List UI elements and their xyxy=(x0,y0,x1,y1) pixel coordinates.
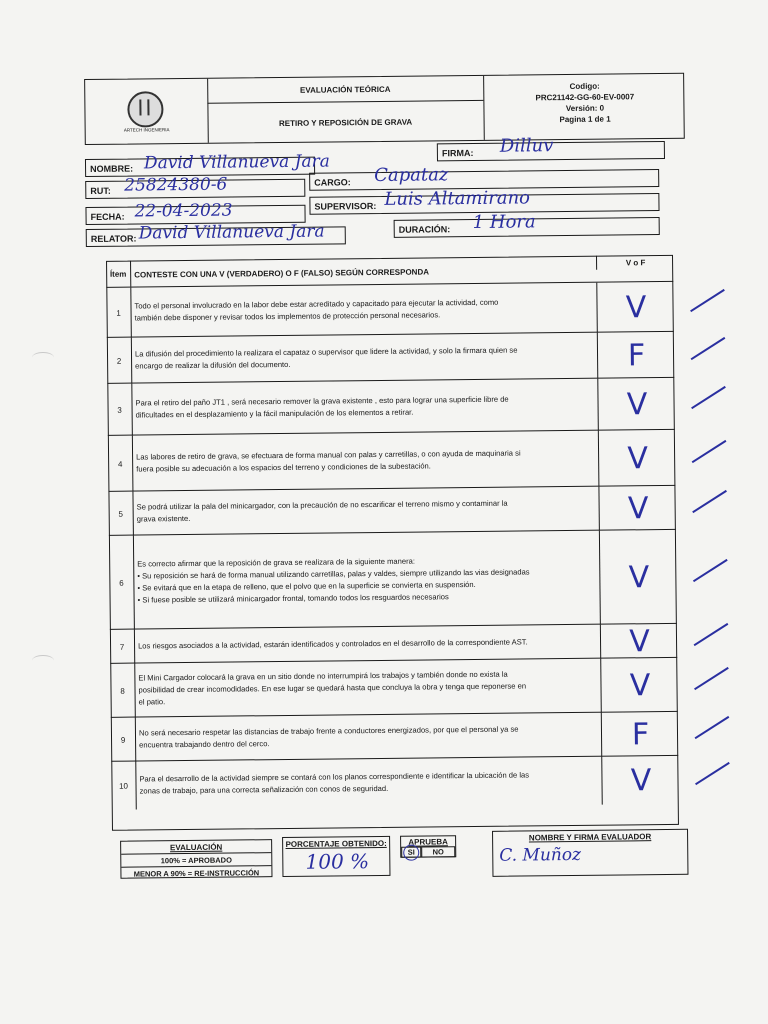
document-title: EVALUACIÓN TEÓRICA xyxy=(207,76,483,104)
firma-label: FIRMA: xyxy=(441,147,474,159)
question-line: encuentra trabajando dentro del cerco. xyxy=(139,739,270,750)
aprueba-si: SI xyxy=(401,847,421,858)
question-line: Para el retiro del paño JT1 , será necesario remover la grava existente , esto para lograr una superficie libre de xyxy=(135,394,509,408)
grader-check-mark xyxy=(690,289,725,312)
evaluation-pass-rule: 100% = APROBADO xyxy=(121,853,271,868)
table-row xyxy=(110,657,678,718)
answer-mark: V xyxy=(600,658,679,713)
table-row xyxy=(108,429,676,492)
table-row xyxy=(106,281,674,338)
item-number: 8 xyxy=(110,664,136,718)
percentage-title: PORCENTAJE OBTENIDO: xyxy=(285,838,387,849)
aprueba-title: APRUEBA xyxy=(408,836,448,847)
code-label: Codigo: xyxy=(569,81,600,91)
question-text xyxy=(135,333,595,384)
question-line: Para el desarrollo de la actividad siempre se contará con los planos correspondiente e identificar la ubicación de las xyxy=(139,770,530,784)
code-cell xyxy=(483,74,686,140)
question-line: el patio. xyxy=(138,697,166,707)
header-box xyxy=(84,73,685,145)
question-line: Los riesgos asociados a la actividad, estarán identificados y controlados en el desarrollo de la correspondiente AST. xyxy=(138,637,528,651)
binder-hole-mark xyxy=(32,655,54,666)
questions-table xyxy=(106,255,679,831)
company-logo xyxy=(127,91,163,127)
table-row xyxy=(108,485,675,536)
item-number: 4 xyxy=(108,436,134,492)
answer-mark: V xyxy=(601,756,679,805)
grader-check-mark xyxy=(694,667,729,690)
evaluation-fail-rule: MENOR A 90% = RE-INSTRUCCIÓN xyxy=(133,867,260,879)
rut-value: 25824380-6 xyxy=(124,174,228,196)
logo-text: ARTECH INGENIERIA xyxy=(123,127,170,133)
binder-hole-mark xyxy=(32,352,54,363)
fecha-label: FECHA: xyxy=(90,211,125,222)
table-row xyxy=(111,755,678,810)
percentage-box xyxy=(282,836,390,877)
question-line: grava existente. xyxy=(136,513,191,524)
relator-field xyxy=(86,221,346,247)
supervisor-value: Luis Altamirano xyxy=(384,187,531,210)
grader-check-mark xyxy=(695,762,730,785)
item-number: 9 xyxy=(111,718,136,762)
firma-value: Dilluv xyxy=(499,135,554,157)
question-line: también debe disponer y revisar todos los implementos de protección personal necesarios. xyxy=(134,310,441,323)
col-item-header: Ítem xyxy=(106,261,131,287)
duracion-field xyxy=(394,211,660,238)
question-text xyxy=(136,487,596,536)
question-line: La difusión del procedimiento la realizara el capataz o supervisor que lidere la actividad, y solo la firmara quien se xyxy=(134,345,518,359)
col-answer-header: V o F xyxy=(596,255,674,270)
form-area xyxy=(74,45,695,891)
duracion-value: 1 Hora xyxy=(472,211,536,233)
question-line: • Se evitará que en la etapa de relleno, que el polvo que en la superficie se convierta en suspensión. xyxy=(137,579,476,593)
item-number: 6 xyxy=(109,536,135,630)
version-text: Versión: 0 xyxy=(565,103,605,114)
relator-label: RELATOR: xyxy=(90,233,137,244)
firma-field xyxy=(437,135,665,161)
answer-mark: V xyxy=(600,624,678,659)
answer-mark: V xyxy=(596,282,675,333)
question-line: El Mini Cargador colocará la grava en un sitio donde no interrumpirá los trabajos y también donde no exista la xyxy=(138,669,508,683)
evaluator-box xyxy=(492,829,688,877)
question-line: Es correcto afirmar que la reposición de grava se realizara de la siguiente manera: xyxy=(137,556,415,569)
grader-check-mark xyxy=(694,623,729,646)
aprueba-box xyxy=(400,835,456,858)
question-text xyxy=(135,379,596,436)
question-text xyxy=(138,659,599,718)
nombre-label: NOMBRE: xyxy=(90,163,134,174)
answer-mark: V xyxy=(598,430,677,487)
evaluation-title: EVALUACIÓN xyxy=(121,840,271,855)
question-line: zonas de trabajo, para una correcta señalización con conos de seguridad. xyxy=(139,783,389,796)
page-number: Pagina 1 de 1 xyxy=(559,114,611,125)
nombre-value: David Villanueva Jara xyxy=(143,151,330,174)
document-code: PRC21142-GG-60-EV-0007 xyxy=(535,92,635,103)
document-subtitle: RETIRO Y REPOSICIÓN DE GRAVA xyxy=(278,117,413,128)
answer-mark: F xyxy=(601,712,679,757)
evaluator-title: NOMBRE Y FIRMA EVALUADOR xyxy=(528,831,652,842)
question-line: • Su reposición se hará de forma manual utilizando carretillas, palas y valdes, siempre utilizando las vias designadas xyxy=(137,567,530,581)
question-text xyxy=(139,713,599,762)
question-text xyxy=(139,757,599,810)
answer-mark: V xyxy=(597,378,676,431)
question-line: fuera posible su adecuación a los espacios del terreno y condiciones de la subestación. xyxy=(136,461,431,474)
question-line: No será necesario respetar las distancias de trabajo frente a conductores energizados, por que el personal ya se xyxy=(138,724,519,738)
table-row xyxy=(109,529,677,630)
col-question-header: CONTESTE CON UNA V (VERDADERO) O F (FALSO) SEGÚN CORRESPONDA xyxy=(134,267,430,280)
evaluator-signature: C. Muñoz xyxy=(499,844,582,866)
fecha-value: 22-04-2023 xyxy=(134,200,233,222)
grader-check-mark xyxy=(691,337,726,360)
supervisor-label: SUPERVISOR: xyxy=(314,201,377,212)
item-number: 10 xyxy=(111,762,137,810)
question-text xyxy=(134,283,594,338)
logo-cell xyxy=(85,79,209,144)
percentage-value: 100 % xyxy=(305,849,370,874)
duracion-label: DURACIÓN: xyxy=(398,224,451,235)
item-number: 5 xyxy=(108,492,133,536)
cargo-value: Capataz xyxy=(374,164,449,187)
aprueba-no: NO xyxy=(421,846,455,857)
answer-mark: V xyxy=(598,486,676,531)
item-number: 2 xyxy=(107,338,132,384)
question-text xyxy=(137,531,598,630)
relator-value: David Villanueva Jara xyxy=(138,221,325,244)
question-line: • Si fuese posible se utilizará minicargador frontal, tomando todos los resguardos necesarios xyxy=(137,592,449,605)
rut-field xyxy=(85,174,305,199)
grader-check-mark xyxy=(691,386,726,409)
rut-label: RUT: xyxy=(90,185,111,196)
item-number: 1 xyxy=(106,288,132,338)
grader-check-mark xyxy=(693,559,728,582)
aprueba-si-mark xyxy=(403,845,419,861)
answer-mark: F xyxy=(597,332,675,379)
table-row xyxy=(107,331,674,384)
question-line: posibilidad de crear incomodidades. En ese lugar se quedará hasta que concluya la obra y tenga que reponerse en xyxy=(138,681,527,695)
answer-mark: V xyxy=(599,530,678,625)
evaluation-legend xyxy=(120,839,272,879)
cargo-label: CARGO: xyxy=(314,177,351,188)
grader-check-mark xyxy=(695,716,730,739)
question-line: dificultades en el desplazamiento y la fácil manipulación de los elementos a retirar. xyxy=(135,407,414,420)
question-line: Las labores de retiro de grava, se efectuara de forma manual con palas y carretillas, o con ayuda de maquinaria si xyxy=(136,448,521,462)
grader-check-mark xyxy=(692,440,727,463)
table-row xyxy=(111,711,678,762)
table-row xyxy=(107,377,675,436)
item-number: 7 xyxy=(110,630,135,664)
grader-check-mark xyxy=(692,490,727,513)
question-line: Se podrá utilizar la pala del minicargador, con la precaución de no escarificar el terreno mismo y contaminar la xyxy=(136,498,508,512)
question-line: Todo el personal involucrado en la labor debe estar acreditado y capacitado para ejecutar la actividad, como xyxy=(134,297,499,311)
question-line: encargo de realizar la difusión del documento. xyxy=(135,359,291,371)
question-text xyxy=(136,431,597,492)
item-number: 3 xyxy=(107,384,133,436)
